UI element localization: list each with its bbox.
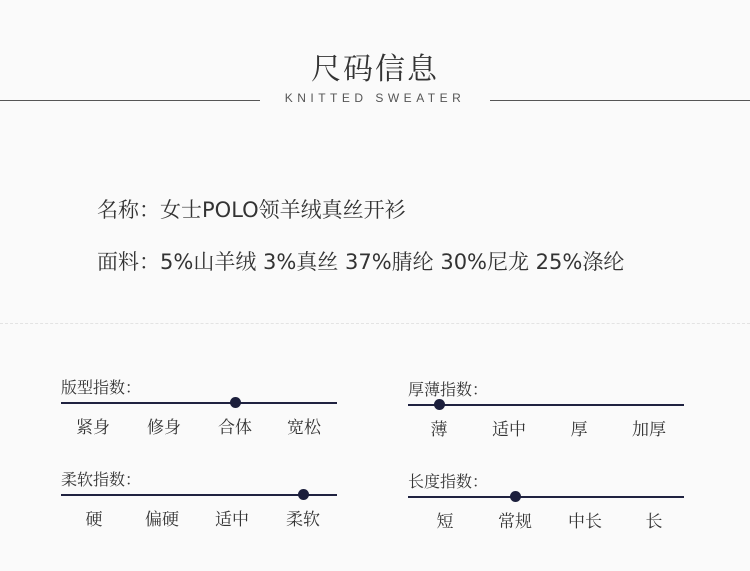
scale-option: 紧身 — [76, 418, 110, 438]
fit-index-track — [61, 402, 337, 404]
scale-option: 偏硬 — [145, 510, 179, 530]
length-index-marker — [510, 491, 521, 502]
length-index-scale — [408, 507, 684, 531]
softness-index-scale — [61, 505, 337, 529]
left-divider — [0, 100, 260, 101]
scale-option: 加厚 — [632, 420, 666, 440]
scale-option: 常规 — [498, 512, 532, 532]
length-index-label: 长度指数： — [408, 472, 489, 491]
thickness-index-track — [408, 404, 684, 406]
scale-option: 短 — [436, 512, 454, 532]
length-index-track — [408, 496, 684, 498]
scale-option: 中长 — [568, 512, 602, 532]
right-divider — [490, 100, 750, 101]
scale-option: 宽松 — [287, 418, 321, 438]
subtitle-row — [0, 91, 750, 109]
scale-option: 适中 — [492, 420, 526, 440]
scale-option: 硬 — [85, 510, 103, 530]
scale-option: 长 — [645, 512, 663, 532]
thickness-index-label: 厚薄指数： — [408, 380, 489, 399]
scale-option: 合体 — [218, 418, 252, 438]
product-name: 名称：女士POLO领羊绒真丝开衫 — [97, 198, 406, 222]
page-title: 尺码信息 — [311, 52, 439, 87]
scale-option: 厚 — [570, 420, 588, 440]
fit-index-marker — [230, 397, 241, 408]
scale-option: 修身 — [147, 418, 181, 438]
scale-option: 适中 — [215, 510, 249, 530]
scale-option: 柔软 — [286, 510, 320, 530]
softness-index-track — [61, 494, 337, 496]
softness-index-marker — [298, 489, 309, 500]
softness-index-label: 柔软指数： — [61, 470, 142, 489]
thickness-index-scale — [408, 415, 684, 439]
page-subtitle: KNITTED SWEATER — [284, 91, 466, 105]
section-divider — [0, 323, 750, 324]
scale-option: 薄 — [430, 420, 448, 440]
thickness-index-marker — [434, 399, 445, 410]
fit-index-scale — [61, 413, 337, 437]
product-fabric: 面料：5%山羊绒 3%真丝 37%腈纶 30%尼龙 25%涤纶 — [97, 250, 625, 274]
fit-index-label: 版型指数： — [61, 378, 142, 397]
